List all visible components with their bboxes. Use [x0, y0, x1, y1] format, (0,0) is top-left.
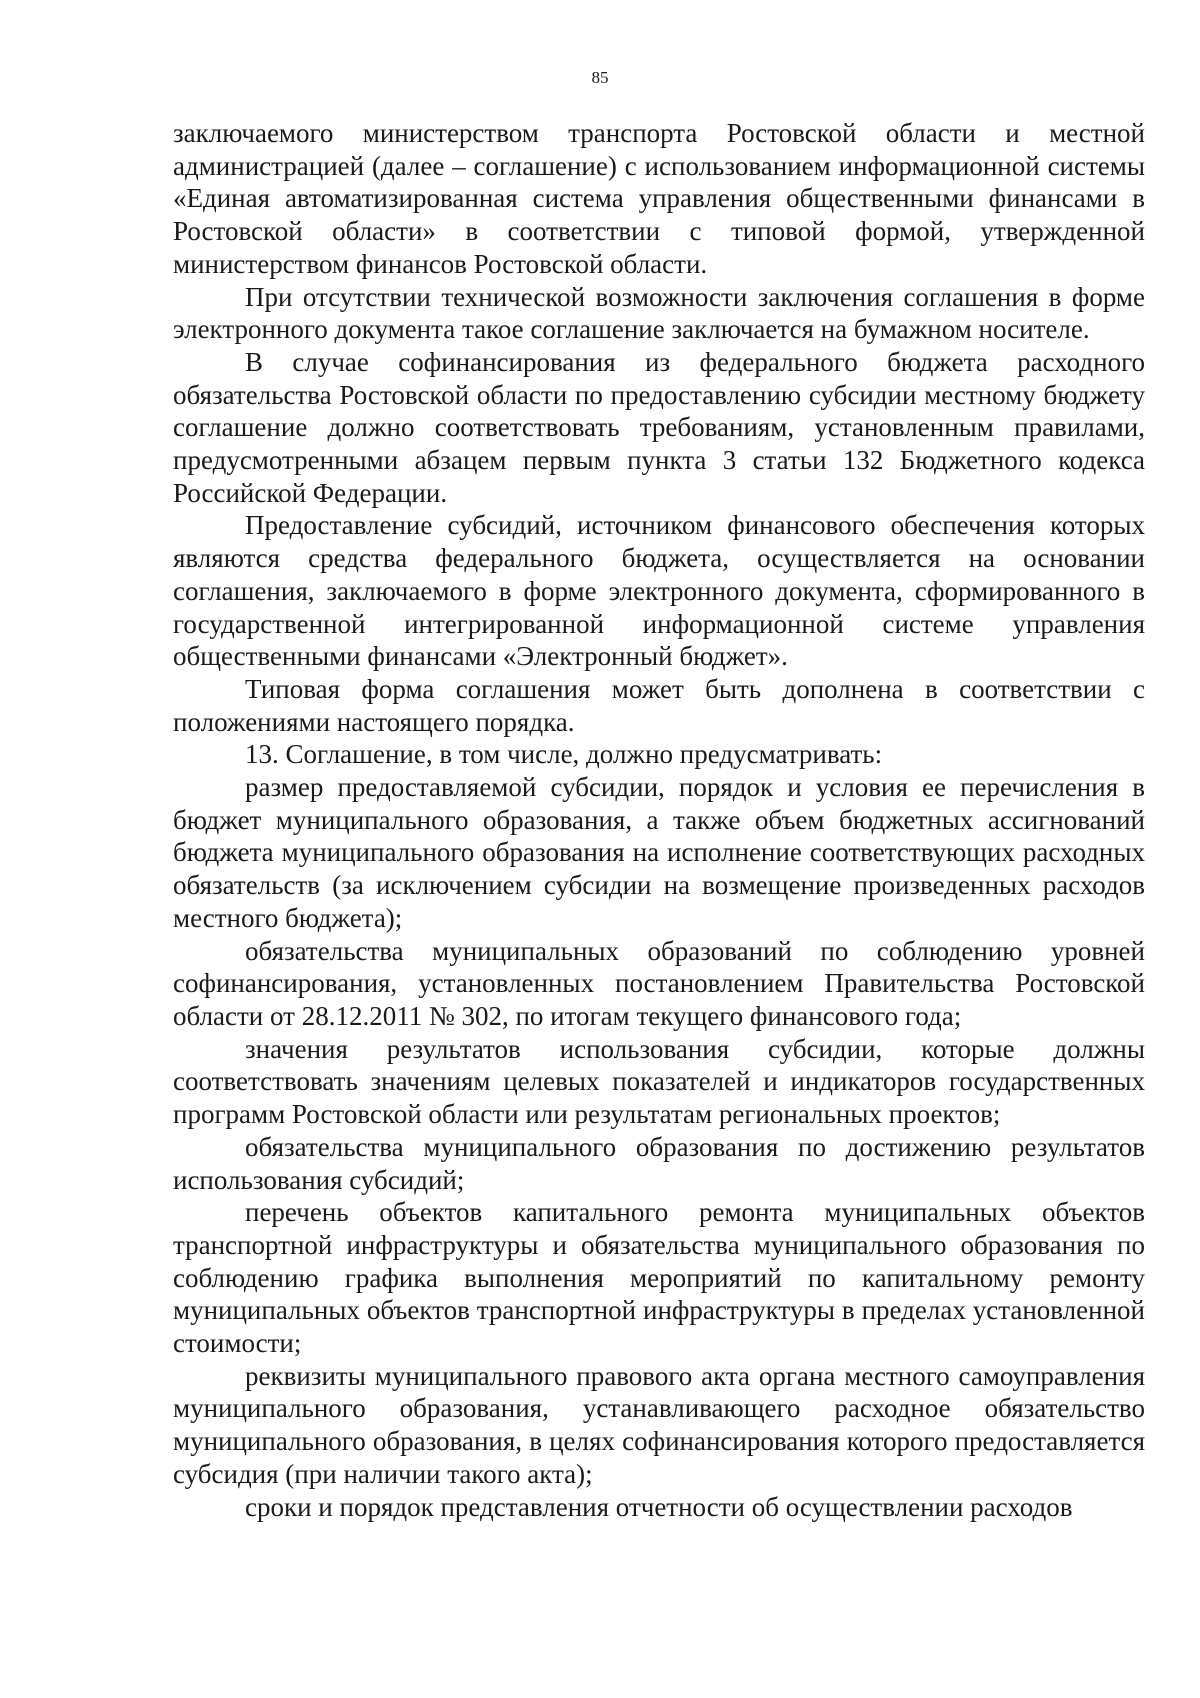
list-item: значения результатов использования субсидии, которые должны соответствовать значениям целевых показателей и индикаторов государственных программ Ростовской области или результатам региональных проектов; — [173, 1033, 1145, 1130]
paragraph: Предоставление субсидий, источником финансового обеспечения которых являются средства федерального бюджета, осуществляется на основании соглашения, заключаемого в форме электронного документа, сформированного в государственной интегрированной информационной системе управления общественными финансами «Электронный бюджет». — [173, 510, 1145, 672]
list-item: обязательства муниципального образования по достижению результатов использования субсидий; — [173, 1131, 1145, 1195]
list-item: размер предоставляемой субсидии, порядок и условия ее перечисления в бюджет муниципального образования, а также объем бюджетных ассигнований бюджета муниципального образования на исполнение соответствующих расходных обязательств (за исключением субсидии на возмещение произведенных расходов местного бюджета); — [173, 772, 1145, 933]
paragraph: Типовая форма соглашения может быть дополнена в соответствии с положениями настоящего порядка. — [173, 673, 1145, 737]
paragraph: В случае софинансирования из федерального бюджета расходного обязательства Ростовской области по предоставлению субсидии местному бюджету соглашение должно соответствовать требованиям, установленным правилами, предусмотренными абзацем первым пункта 3 статьи 132 Бюджетного кодекса Российской Федерации. — [173, 346, 1145, 508]
list-item: обязательства муниципальных образований по соблюдению уровней софинансирования, установленных постановлением Правительства Ростовской области от 28.12.2011 № 302, по итогам текущего финансового года; — [173, 935, 1145, 1031]
section-heading-13: 13. Соглашение, в том числе, должно предусматривать: — [245, 739, 883, 770]
paragraph: При отсутствии технической возможности заключения соглашения в форме электронного документа такое соглашение заключается на бумажном носителе. — [173, 281, 1145, 345]
page-number: 85 — [591, 68, 609, 87]
paragraph-continuation: заключаемого министерством транспорта Ростовской области и местной администрацией (далее – соглашение) с использованием информационной системы «Единая автоматизированная система управления общественными финансами в Ростовской области» в соответствии с типовой формой, утвержденной министерством финансов Ростовской области. — [173, 118, 1145, 279]
list-item: перечень объектов капитального ремонта муниципальных объектов транспортной инфраструктуры и обязательства муниципального образования по соблюдению графика выполнения мероприятий по капитальному ремонту муниципальных объектов транспортной инфраструктуры в пределах установленной стоимости; — [173, 1197, 1145, 1359]
list-item: реквизиты муниципального правового акта органа местного самоуправления муниципального образования, устанавливающего расходное обязательство муниципального образования, в целях софинансирования которого предоставляется субсидия (при наличии такого акта); — [173, 1360, 1145, 1489]
list-item: сроки и порядок представления отчетности об осуществлении расходов — [245, 1491, 1073, 1522]
document-body — [173, 117, 1145, 1523]
